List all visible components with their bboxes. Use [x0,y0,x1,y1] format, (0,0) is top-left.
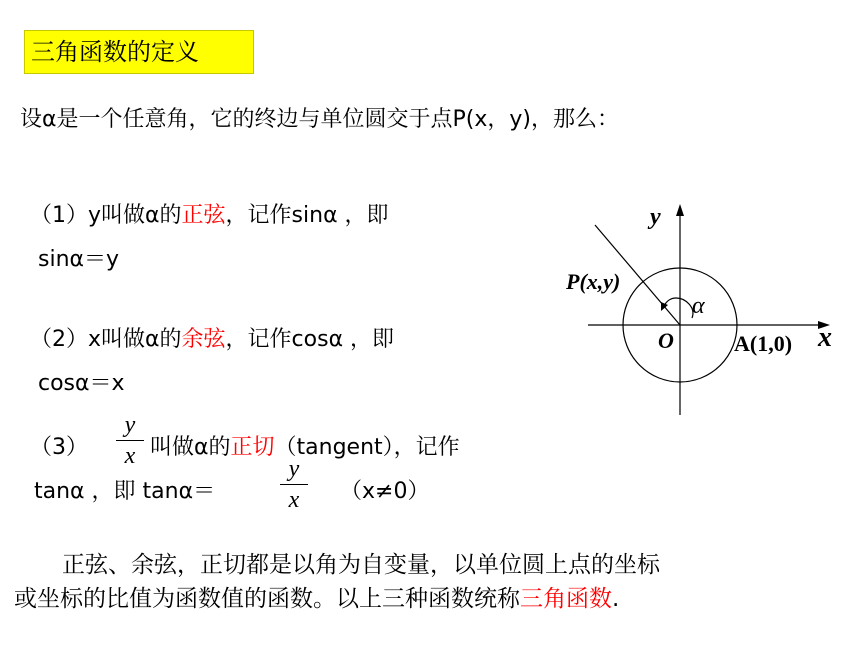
angle-arc [664,298,693,318]
fraction-y-over-x-2 [280,456,308,513]
fraction-y-over-x [116,412,144,469]
point-p-label: P(x,y) [566,269,621,294]
x-axis-label: x [818,322,832,353]
fraction-denominator: x [288,487,300,513]
summary-line-1: 正弦、余弦，正切都是以角为自变量，以单位圆上点的坐标 [62,552,660,578]
summary-line-2-text: 或坐标的比值为函数值的函数。以上三种函数统称 [14,586,520,612]
unit-circle-diagram [540,190,850,430]
fraction-bar [280,484,308,485]
fraction-bar [116,440,144,441]
tangent-condition: （x≠0） [340,479,430,504]
intro-text: 设α是一个任意角，它的终边与单位圆交于点P(x，y)，那么： [20,107,619,132]
sine-term: 正弦 [181,203,226,228]
definition-cosine [30,322,394,353]
definition-sine [30,198,389,229]
y-axis-label: y [650,204,661,230]
y-axis-arrow-icon [676,204,684,216]
definition-sine-prefix: （1）y叫做α的 [30,203,182,228]
definition-tangent-mid: 叫做α的 [150,435,231,460]
alpha-label: α [692,293,705,319]
tangent-term: 正切 [230,435,275,460]
fraction-numerator: y [124,412,136,438]
summary-line-2 [14,580,619,613]
definition-sine-suffix: ，记作sinα ，即 [225,203,389,228]
point-a-label: A(1,0) [734,331,793,356]
fraction-numerator: y [288,456,300,482]
definition-tangent-suffix: （tangent），记作 [274,435,460,460]
summary-period: . [612,586,620,612]
origin-label: O [658,328,674,353]
tangent-formula-left: tanα ，即 tanα＝ [34,479,216,504]
definition-cosine-suffix: ，记作cosα ，即 [225,327,395,352]
definition-cosine-prefix: （2）x叫做α的 [30,327,182,352]
cosine-formula: cosα＝x [38,371,125,396]
cosine-term: 余弦 [181,327,226,352]
trig-functions-term: 三角函数 [520,586,612,612]
fraction-denominator: x [124,443,136,469]
sine-formula: sinα＝y [38,247,120,272]
definition-tangent-prefix: （3） [30,435,88,460]
section-title: 三角函数的定义 [24,30,254,74]
